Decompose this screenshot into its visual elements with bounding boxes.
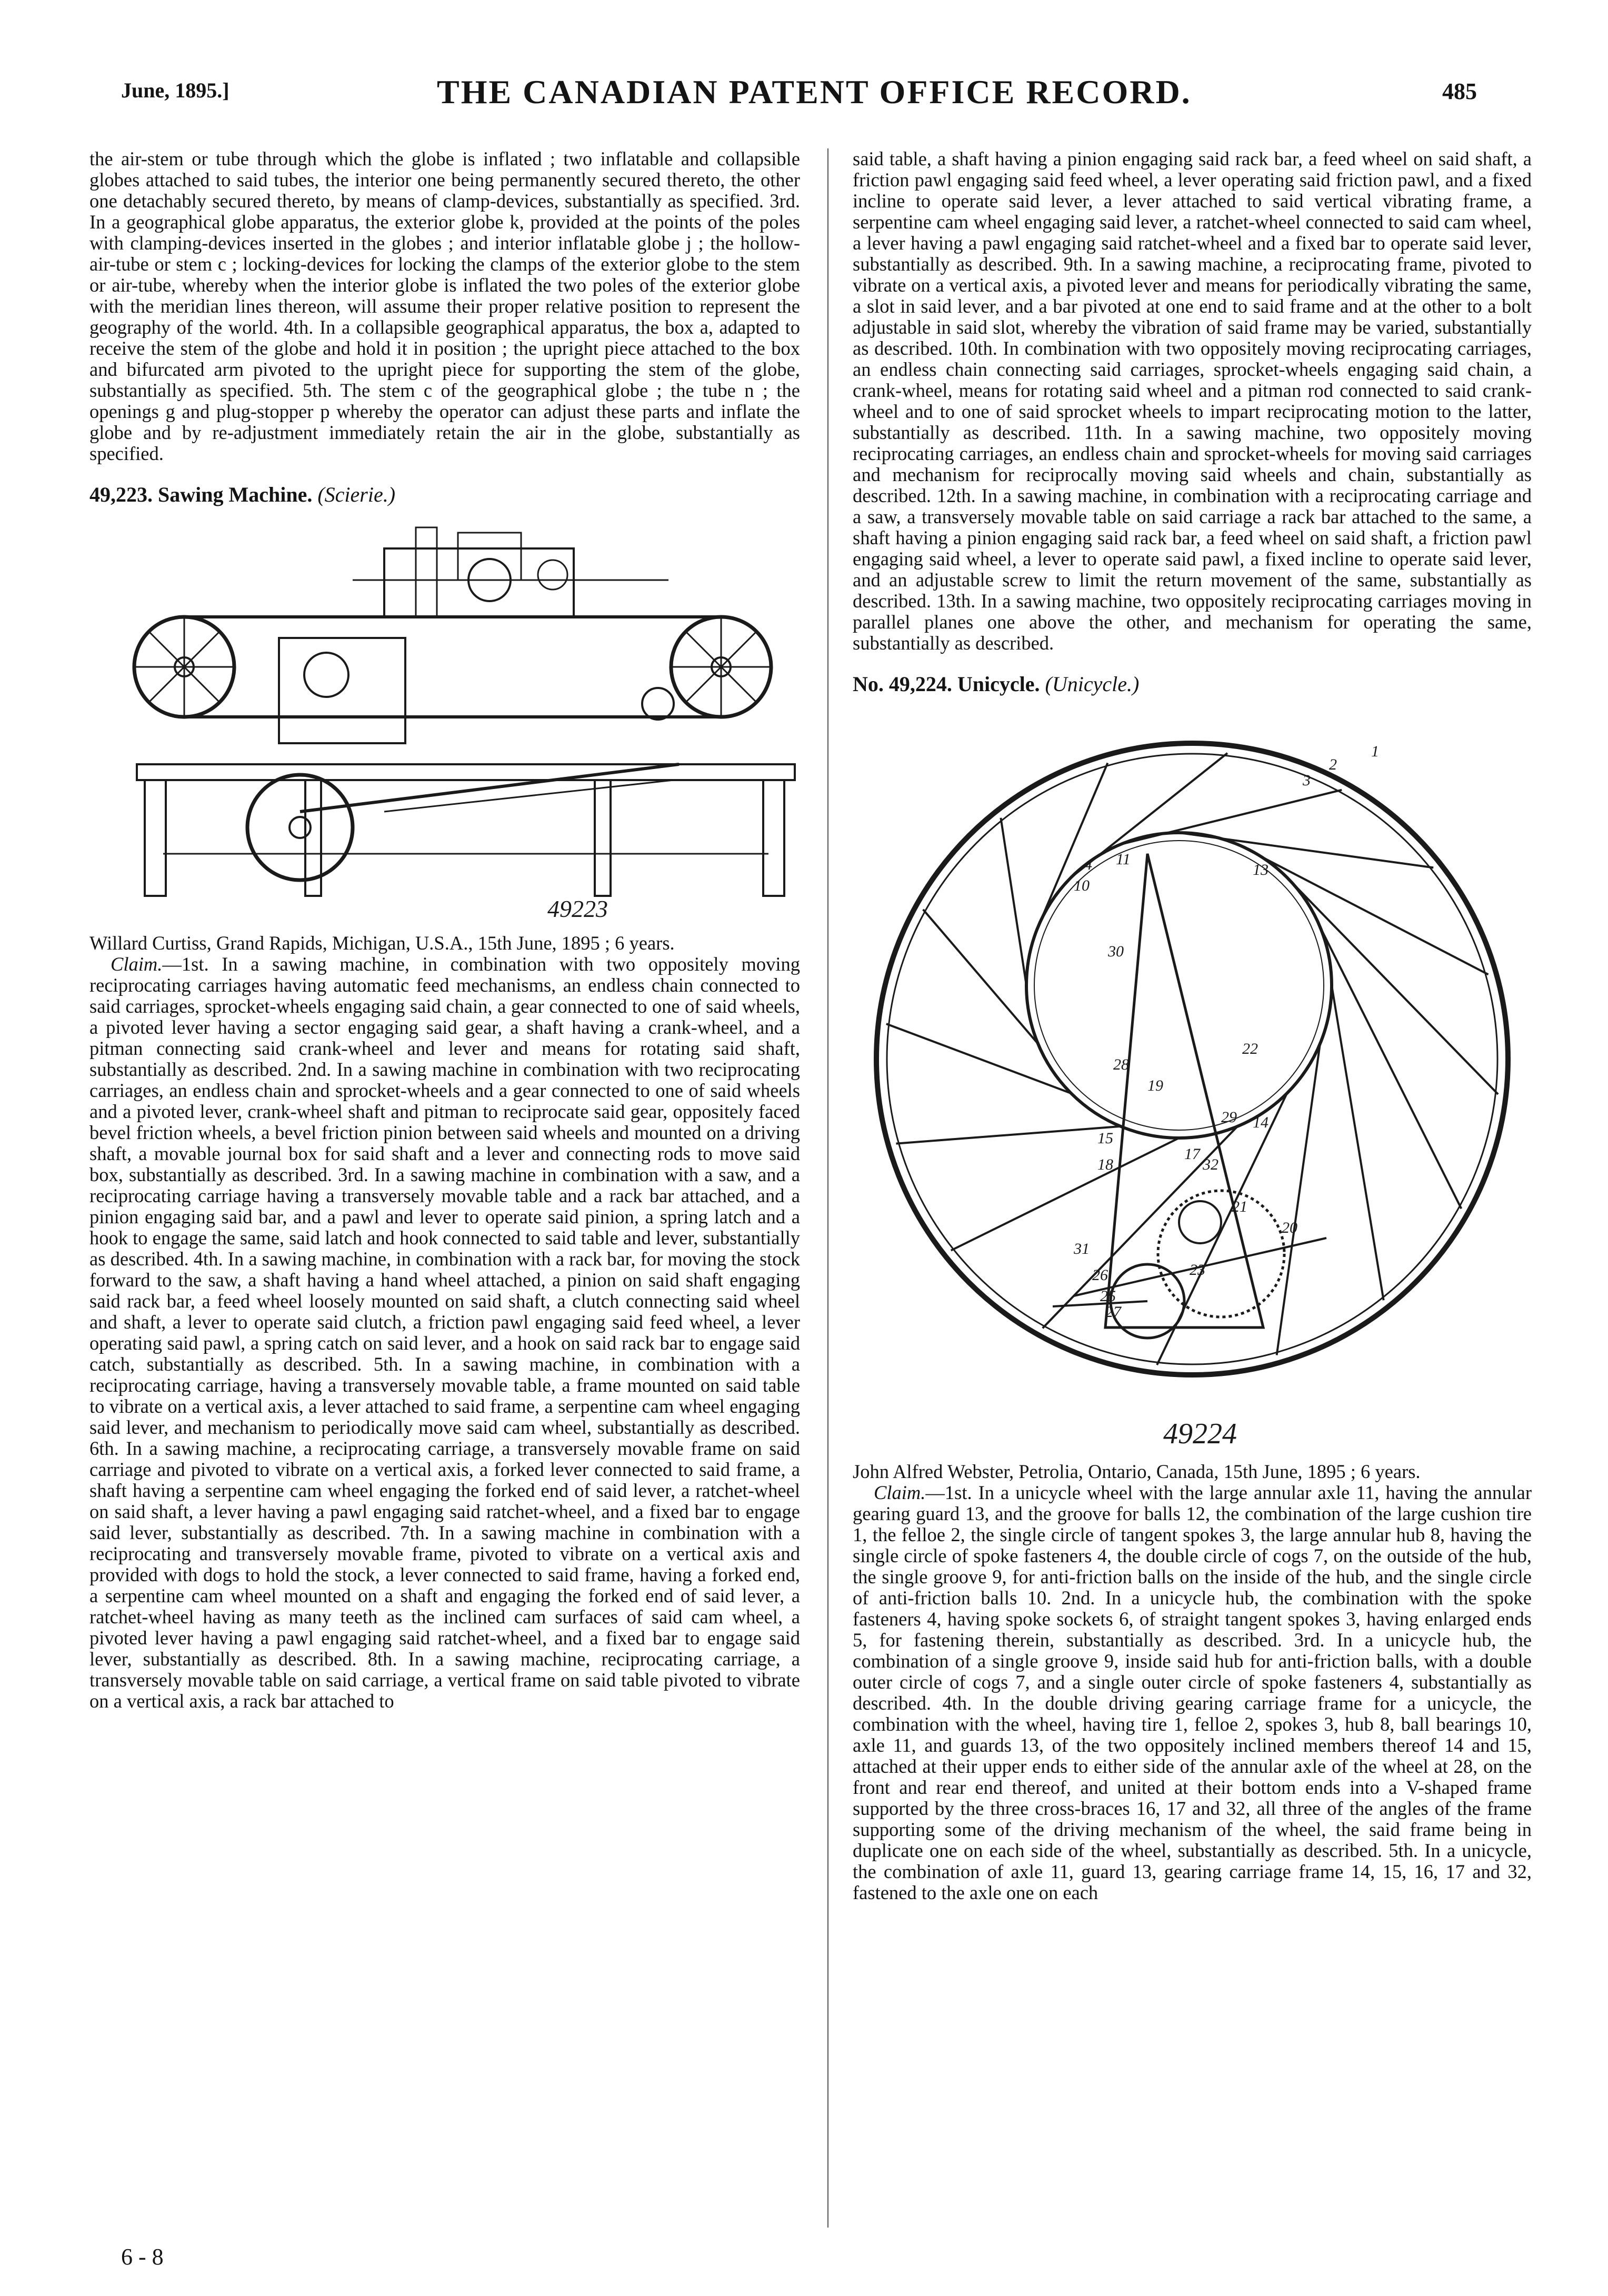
- claim-label: Claim.: [874, 1482, 926, 1503]
- svg-text:17: 17: [1184, 1145, 1200, 1163]
- spoke-line: [951, 1138, 1179, 1251]
- svg-text:19: 19: [1147, 1077, 1163, 1094]
- patent-number: No. 49,224.: [853, 672, 952, 696]
- spoke-line: [1277, 1044, 1320, 1355]
- patent-heading-49223: [89, 484, 800, 505]
- continued-claims-text: the air-stem or tube through which the globe is inflated ; two inflatable and collapsible globes attached to said tubes, the interior one being permanently secured thereto, the other one detachably secured thereto, by means of clamp-devices, substantially as specified. 3rd. In a geographical globe apparatus, the exterior globe k, provided at the points of the poles with clamping-devices inserted in the globes ; and interior inflatable globe j ; the hollow-air-tube or stem c ; locking-devices for locking the clamps of the exterior globe to the stem or air-tube, whereby when the interior globe is inflated the two poles of the exterior globe with the meridian lines thereon, will assume their proper relative position to represent the geography of the world. 4th. In a collapsible geographical apparatus, the box a, adapted to receive the stem of the globe and hold it in position ; the upright piece attached to the box and bifurcated arm pivoted to the upright piece for supporting the stem of the globe, substantially as specified. 5th. The stem c of the geographical globe ; the tube n ; the openings g and plug-stopper p whereby the operator can adjust these parts and inflate the globe and by re-adjustment immediately retain the air in the globe, substantially as specified.: [89, 148, 800, 464]
- header-date: June, 1895.]: [121, 78, 229, 102]
- svg-text:18: 18: [1097, 1156, 1113, 1173]
- spoke-line: [1001, 818, 1026, 985]
- spoke-line: [896, 1126, 1121, 1144]
- sawing-machine-drawing: [89, 517, 800, 922]
- svg-text:4: 4: [1084, 856, 1092, 873]
- svg-text:2: 2: [1329, 756, 1337, 773]
- claim-paragraph: [853, 1482, 1532, 1903]
- journal-title: THE CANADIAN PATENT OFFICE RECORD.: [437, 73, 1192, 111]
- unicycle-figure: [853, 706, 1532, 1454]
- svg-text:20: 20: [1282, 1219, 1297, 1236]
- spoke-line: [923, 910, 1038, 1044]
- sawing-machine-figure: [89, 517, 800, 922]
- claim-label: Claim.: [111, 953, 163, 975]
- left-column: [89, 148, 800, 1712]
- figure-number-49223: 49223: [547, 895, 608, 922]
- svg-text:25: 25: [1100, 1287, 1116, 1305]
- inventor-line: Willard Curtiss, Grand Rapids, Michigan, U.S.A., 15th June, 1895 ; 6 years.: [89, 932, 675, 954]
- patent-number: 49,223.: [89, 483, 153, 506]
- patent-title: Unicycle.: [957, 672, 1040, 696]
- svg-text:23: 23: [1190, 1261, 1205, 1279]
- patent-title: Sawing Machine.: [158, 483, 313, 506]
- svg-text:28: 28: [1113, 1056, 1129, 1073]
- svg-text:3: 3: [1303, 772, 1311, 789]
- claim-paragraph: [89, 954, 800, 1712]
- svg-text:22: 22: [1242, 1040, 1258, 1057]
- svg-text:15: 15: [1097, 1130, 1113, 1147]
- svg-text:21: 21: [1232, 1198, 1247, 1215]
- unicycle-drawing: [853, 706, 1532, 1454]
- spoke-line: [1320, 927, 1461, 1209]
- printer-signature: 6 - 8: [121, 2244, 164, 2270]
- right-column: [853, 148, 1532, 1903]
- spoke-line: [1287, 877, 1498, 1094]
- svg-text:27: 27: [1105, 1303, 1121, 1321]
- svg-text:32: 32: [1203, 1156, 1219, 1173]
- svg-text:30: 30: [1108, 943, 1124, 960]
- spoke-line: [1038, 763, 1107, 927]
- svg-text:26: 26: [1092, 1266, 1108, 1284]
- svg-text:14: 14: [1253, 1114, 1269, 1131]
- patent-title-french: (Scierie.): [317, 483, 396, 506]
- patent-heading-49224: [853, 674, 1532, 695]
- svg-text:1: 1: [1371, 743, 1379, 760]
- svg-text:11: 11: [1116, 851, 1131, 868]
- page-number: 485: [1442, 78, 1477, 104]
- claim-text: —1st. In a sawing machine, in combination with two oppositely moving reciprocating carriages having automatic feed mechanisms, an endless chain connected to said carriages, sprocket-wheels engaging said chain, a gear connected to one of said wheels, a pivoted lever having a sector engaging said gear, a shaft having a crank-wheel, and a pitman connecting said crank-wheel and lever and means for rotating said shaft, substantially as described. 2nd. In a sawing machine in combination with two reciprocating carriages, an endless chain and sprocket-wheels and a gear connected to one of said wheels and a pivoted lever, crank-wheel shaft and pitman to reciprocate said gear, oppositely faced bevel friction wheels, a bevel friction pinion between said wheels and mounted on a driving shaft, a movable journal box for said shaft and a lever and connecting rods to move said box, substantially as described. 3rd. In a sawing machine in combination with a saw, and a reciprocating carriage having a transversely movable table and a rack bar attached, and a pinion engaging said bar, and a pawl and lever to operate said pinion, a spring latch and a hook to engage the same, said latch and hook connected to said table and lever, substantially as described. 4th. In a sawing machine, in combination with a rack bar, for moving the stock forward to the saw, a shaft having a hand wheel attached, a pinion on said shaft engaging said rack bar, a feed wheel loosely mounted on said shaft, a clutch connecting said wheel and shaft, a lever to operate said clutch, a friction pawl engaging said feed wheel, a lever operating said pawl, a spring catch on said lever, and a hook on said rack bar to engage said catch, substantially as described. 5th. In a sawing machine, in combination with a reciprocating carriage, having a transversely movable table, a frame mounted on said table to vibrate on a vertical axis, a lever attached to said frame, a serpentine cam wheel engaging said lever, and mechanism to periodically move said cam wheel, substantially as described. 6th. In a sawing machine, a reciprocating carriage, a transversely movable frame on said carriage and pivoted to vibrate on a vertical axis, a forked lever connected to said frame, a shaft having a serpentine cam wheel engaging the forked end of said lever, a ratchet-wheel on said shaft, a lever having a pawl engaging said ratchet-wheel, and a fixed bar to engage said lever, substantially as described. 7th. In a sawing machine in combination with a reciprocating and transversely movable frame, pivoted to vibrate on a vertical axis and provided with dogs to hold the stock, a lever connected to said frame, having a forked end, a serpentine cam wheel mounted on a shaft and engaging the forked end of said lever, a ratchet-wheel having as many teeth as the inclined cam surfaces of said cam wheel, a pivoted lever having a pawl engaging said ratchet-wheel, and a fixed bar to engage said lever, substantially as described. 8th. In a sawing machine, reciprocating carriage, a transversely movable table on said carriage, a vertical frame on said table pivoted to vibrate on a vertical axis, a rack bar attached to: [89, 953, 800, 1712]
- svg-text:31: 31: [1074, 1240, 1090, 1257]
- column-divider: [827, 148, 828, 2228]
- svg-text:13: 13: [1253, 861, 1269, 879]
- claim-text: —1st. In a unicycle wheel with the large annular axle 11, having the annular gearing guard 13, and the groove for balls 12, the combination of the large cushion tire 1, the felloe 2, the single circle of tangent spokes 3, the large annular hub 8, having the single circle of spoke fasteners 4, the double circle of cogs 7, on the outside of the hub, the single groove 9, for anti-friction balls on the inside of the hub, and the single circle of anti-friction balls 10. 2nd. In a unicycle hub, the combination with the spoke fasteners 4, having spoke sockets 6, of straight tangent spokes 3, having enlarged ends 5, for fastening therein, substantially as described. 3rd. In a unicycle hub, the combination of a single groove 9, inside said hub for anti-friction balls, with a double outer circle of cogs 7, and a single outer circle of spoke fasteners 4, substantially as described. 4th. In the double driving gearing carriage frame for a unicycle, the combination with the wheel, having tire 1, felloe 2, spokes 3, hub 8, ball bearings 10, axle 11, and guards 13, of the two oppositely inclined members thereof 14 and 15, attached at their upper ends to either side of the annular axle of the wheel at 28, on the front and rear end thereof, and united at their bottom ends into a V-shaped frame supported by the three cross-braces 16, 17 and 32, all three of the angles of the frame supporting some of the driving mechanism of the wheel, the said frame being in duplicate one on each side of the wheel, substantially as described. 5th. In a unicycle, the combination of axle 11, guard 13, gearing carriage frame 14, 15, 16, 17 and 32, fastened to the axle one on each: [853, 1482, 1532, 1903]
- figure-number-49224: 49224: [1163, 1417, 1237, 1450]
- continued-claims-text: said table, a shaft having a pinion engaging said rack bar, a feed wheel on said shaft, a friction pawl engaging said feed wheel, a lever operating said friction pawl, and a fixed incline to operate said lever, a lever attached to said vertical vibrating frame, a serpentine cam wheel engaging said lever, a ratchet-wheel connected to said cam wheel, a lever having a pawl engaging said ratchet-wheel and a fixed bar to operate said lever, substantially as described. 9th. In a sawing machine, a reciprocating frame, pivoted to vibrate on a vertical axis, a pivoted lever and means for periodically vibrating the same, a slot in said lever, and a bar pivoted at one end to said frame and at the other to a bolt adjustable in said slot, whereby the vibration of said frame may be varied, substantially as described. 10th. In combination with two oppositely moving reciprocating carriages, an endless chain connecting said carriages, sprocket-wheels engaging said chain, a crank-wheel, means for rotating said wheel and a pitman rod connected to said crank-wheel and to one of said sprocket wheels to impart reciprocating motion to the latter, substantially as described. 11th. In a sawing machine, two oppositely moving reciprocating carriages, an endless chain and sprocket-wheels for moving said carriages and mechanism for reciprocally moving said wheels and chain, substantially as described. 12th. In a sawing machine, in combination with a reciprocating carriage and a saw, a transversely movable table on said carriage a rack bar attached to the same, a shaft having a pinion engaging said rack bar, a feed wheel on said shaft, a friction pawl engaging said wheel, a lever to operate said pawl, a fixed incline to operate said lever, and an adjustable screw to limit the return movement of the same, substantially as described. 13th. In a sawing machine, two oppositely reciprocating carriages moving in parallel planes one above the other, and mechanism for operating the same, substantially as described.: [853, 148, 1532, 654]
- patent-title-french: (Unicycle.): [1045, 672, 1140, 696]
- inventor-line: John Alfred Webster, Petrolia, Ontario, Canada, 15th June, 1895 ; 6 years.: [853, 1461, 1421, 1482]
- svg-text:10: 10: [1074, 877, 1090, 894]
- spoke-line: [1332, 985, 1384, 1300]
- svg-text:29: 29: [1221, 1109, 1237, 1126]
